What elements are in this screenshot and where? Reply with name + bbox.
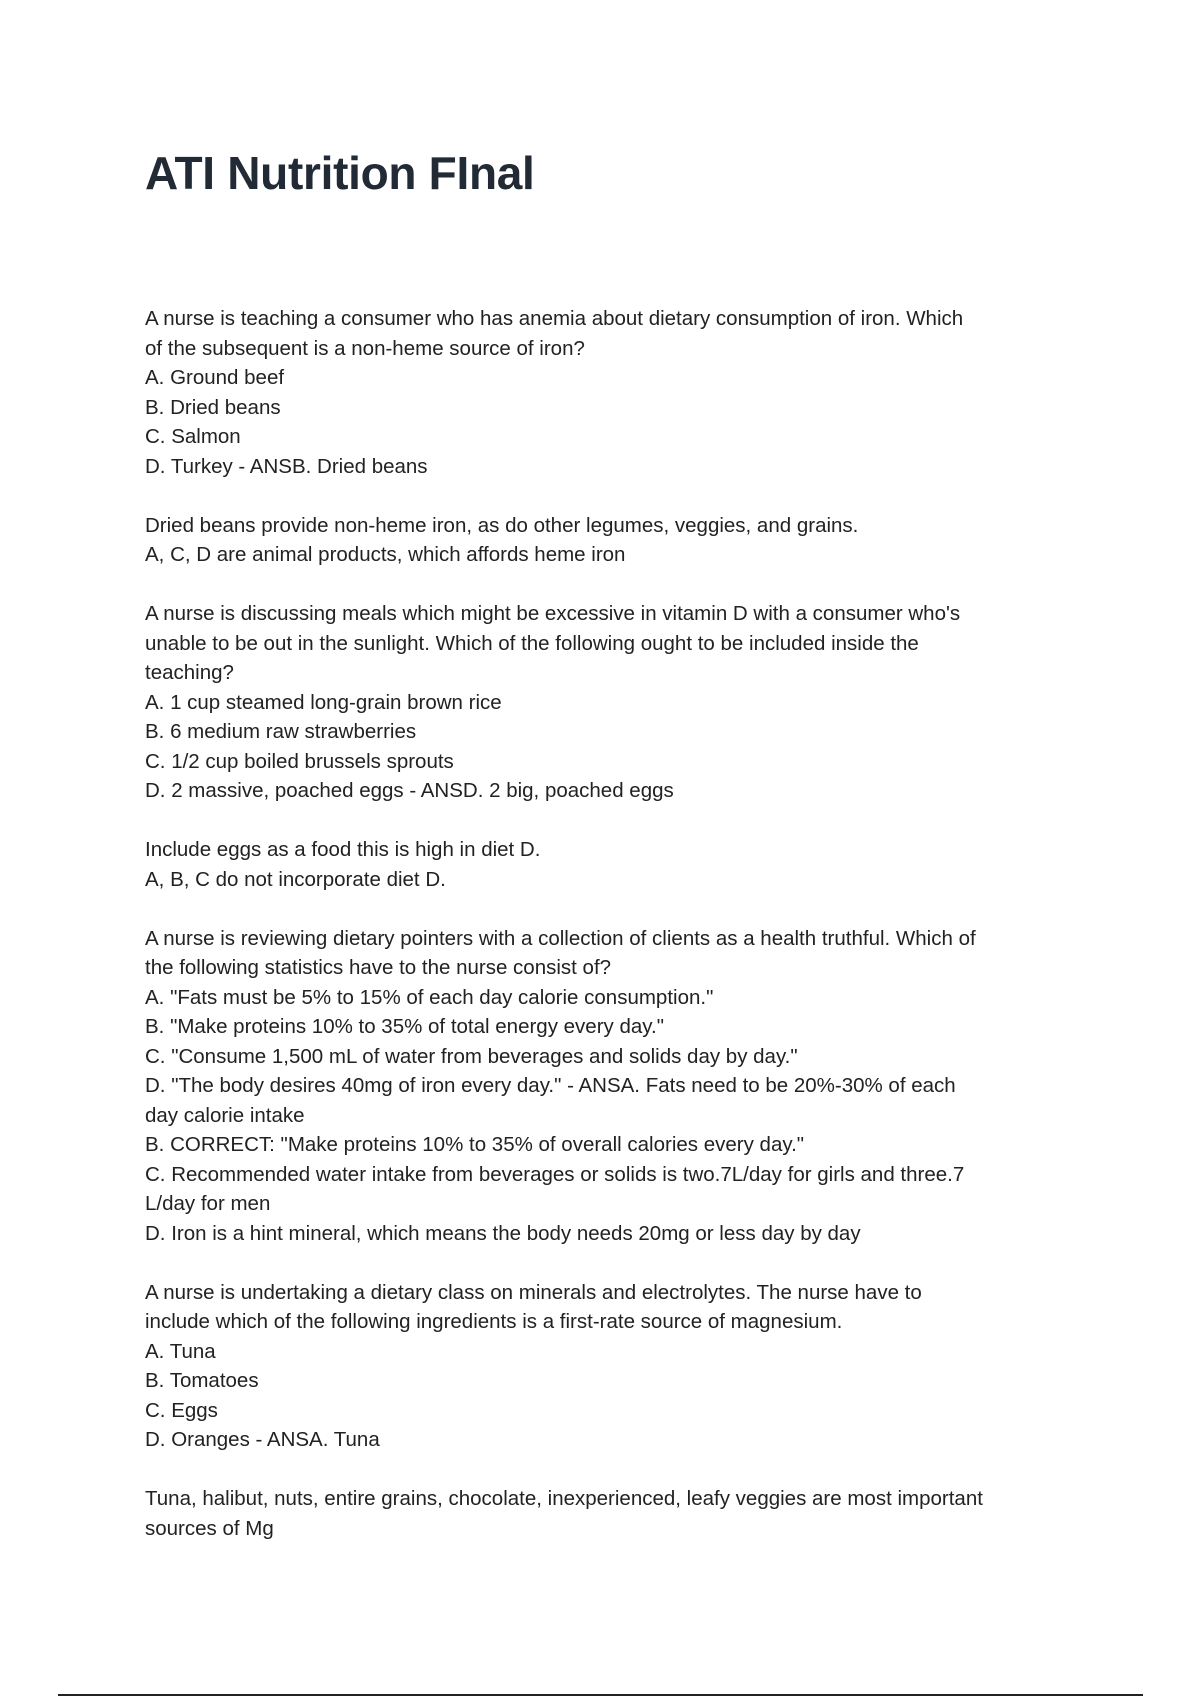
text-line: A, C, D are animal products, which affords heme iron — [145, 543, 626, 566]
text-line: A nurse is discussing meals which might be excessive in vitamin D with a consumer who's — [145, 602, 961, 625]
text-line: the following statistics have to the nurse consist of? — [145, 956, 612, 979]
text-block — [145, 511, 1075, 570]
text-line: B. 6 medium raw strawberries — [145, 720, 417, 743]
text-block — [145, 599, 1075, 806]
text-block — [145, 924, 1075, 1249]
text-line: A nurse is undertaking a dietary class on minerals and electrolytes. The nurse have to — [145, 1280, 922, 1304]
text-line: unable to be out in the sunlight. Which of the following ought to be included inside the — [145, 631, 919, 655]
text-line: Tuna, halibut, nuts, entire grains, chocolate, inexperienced, leafy veggies are most important — [145, 1487, 983, 1510]
text-line: day calorie intake — [145, 1103, 305, 1127]
text-line: C. 1/2 cup boiled brussels sprouts — [145, 749, 454, 773]
text-line: A. Ground beef — [145, 366, 285, 389]
text-line: C. Recommended water intake from beverages or solids is two.7L/day for girls and three.7 — [145, 1162, 965, 1186]
document-body — [145, 304, 1075, 1573]
text-line: B. Tomatoes — [145, 1369, 259, 1392]
text-line: B. Dried beans — [145, 395, 281, 419]
text-line: D. 2 massive, poached eggs - ANSD. 2 big, poached eggs — [145, 779, 674, 802]
text-line: D. Turkey - ANSB. Dried beans — [145, 454, 428, 478]
text-line: D. "The body desires 40mg of iron every day." - ANSA. Fats need to be 20%-30% of each — [145, 1074, 956, 1097]
text-line: D. Iron is a hint mineral, which means the body needs 20mg or less day by day — [145, 1221, 861, 1245]
text-line: C. Eggs — [145, 1398, 218, 1422]
document-title: ATI Nutrition FInal — [145, 147, 535, 199]
text-line: A. 1 cup steamed long-grain brown rice — [145, 690, 502, 714]
text-block — [145, 1278, 1075, 1455]
text-line: Dried beans provide non-heme iron, as do other legumes, veggies, and grains. — [145, 513, 859, 537]
text-line: A. "Fats must be 5% to 15% of each day calorie consumption." — [145, 985, 714, 1009]
text-line: A nurse is teaching a consumer who has anemia about dietary consumption of iron. Which — [145, 307, 964, 330]
text-line: sources of Mg — [145, 1516, 274, 1540]
text-line: Include eggs as a food this is high in diet D. — [145, 838, 541, 861]
text-line: A, B, C do not incorporate diet D. — [145, 867, 446, 891]
text-line: D. Oranges - ANSA. Tuna — [145, 1428, 380, 1451]
text-line: A. Tuna — [145, 1339, 216, 1363]
text-line: L/day for men — [145, 1192, 271, 1215]
text-block — [145, 304, 1075, 481]
text-line: B. "Make proteins 10% to 35% of total energy every day." — [145, 1015, 664, 1038]
text-line: include which of the following ingredients is a first-rate source of magnesium. — [145, 1310, 843, 1333]
text-block — [145, 1484, 1075, 1543]
text-block — [145, 835, 1075, 894]
text-line: C. Salmon — [145, 425, 241, 448]
footer-divider — [58, 1694, 1143, 1696]
text-line: B. CORRECT: "Make proteins 10% to 35% of overall calories every day." — [145, 1133, 805, 1156]
text-line: teaching? — [145, 661, 234, 684]
text-line: A nurse is reviewing dietary pointers with a collection of clients as a health truthful. Which of — [145, 926, 976, 950]
text-line: C. "Consume 1,500 mL of water from beverages and solids day by day." — [145, 1044, 798, 1068]
text-line: of the subsequent is a non-heme source of iron? — [145, 336, 585, 360]
